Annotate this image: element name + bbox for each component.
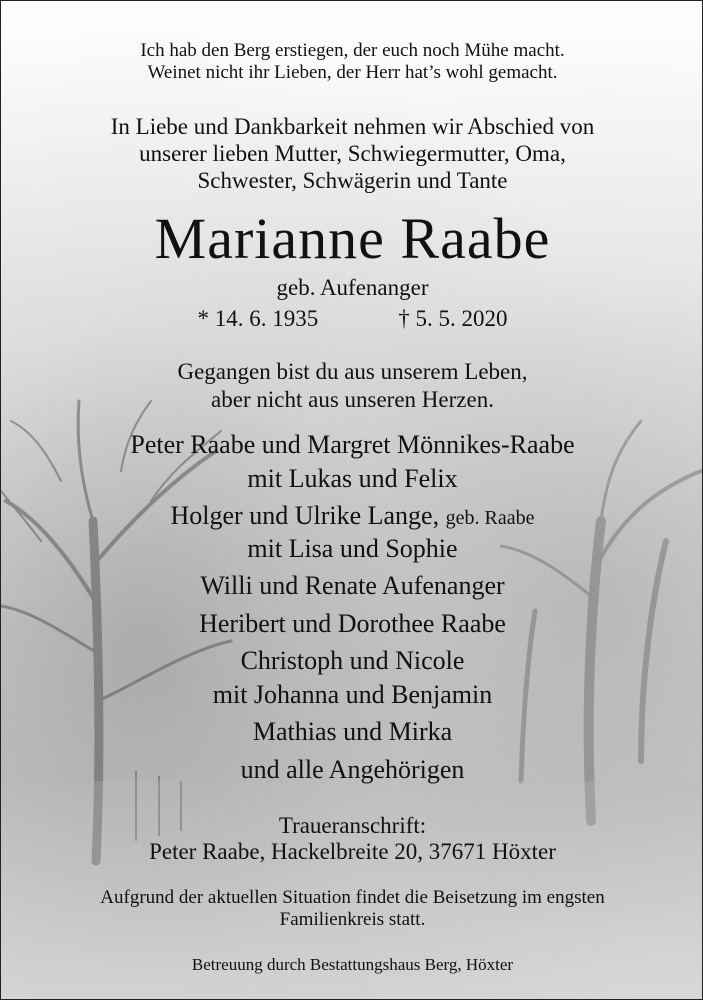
- quote-line-1: Gegangen bist du aus unserem Leben,: [177, 359, 528, 384]
- mourner-line-2: mit Lukas und Felix: [247, 464, 458, 493]
- mourner-line-4: mit Lisa und Sophie: [247, 534, 458, 563]
- mourner-line-6: Heribert und Dorothee Raabe: [199, 609, 506, 638]
- mourner-line-9: Mathias und Mirka: [252, 717, 453, 746]
- death-date: † 5. 5. 2020: [398, 306, 508, 331]
- quote-line-2: aber nicht aus unseren Herzen.: [211, 387, 494, 412]
- poem-line-2: Weinet nicht ihr Lieben, der Herr hat’s wohl gemacht.: [147, 62, 558, 83]
- mourner-line-5: Willi und Renate Aufenanger: [200, 571, 505, 600]
- intro-line-1: In Liebe und Dankbarkeit nehmen wir Abschied von: [110, 114, 595, 139]
- mourner-line-7: Christoph und Nicole: [240, 646, 465, 675]
- mourner-line-8: mit Johanna und Benjamin: [212, 680, 493, 709]
- poem-line-1: Ich hab den Berg erstiegen, der euch noch Mühe macht.: [140, 40, 565, 61]
- mourner-line-3-names: Holger und Ulrike Lange,: [170, 501, 440, 530]
- funeral-home-footer: Betreuung durch Bestattungshaus Berg, Höxter: [191, 955, 514, 974]
- notice-line-1: Aufgrund der aktuellen Situation findet die Beisetzung im engsten: [100, 887, 605, 908]
- intro-line-2: unserer lieben Mutter, Schwiegermutter, Oma,: [139, 141, 566, 166]
- mourner-line-1: Peter Raabe und Margret Mönnikes-Raabe: [130, 430, 575, 459]
- address-label: Traueranschrift:: [278, 813, 427, 838]
- life-dates: [1, 305, 703, 332]
- deceased-name: Marianne Raabe: [154, 206, 551, 271]
- mourner-line-3: [1, 499, 703, 535]
- mourner-line-10: und alle Angehörigen: [240, 755, 465, 784]
- birth-date: * 14. 6. 1935: [197, 306, 319, 331]
- address-value: Peter Raabe, Hackelbreite 20, 37671 Höxter: [149, 839, 556, 864]
- notice-line-2: Familienkreis statt.: [279, 909, 426, 930]
- maiden-name: geb. Aufenanger: [276, 275, 429, 300]
- mourner-line-3-maiden: geb. Raabe: [445, 507, 535, 529]
- intro-line-3: Schwester, Schwägerin und Tante: [197, 168, 508, 193]
